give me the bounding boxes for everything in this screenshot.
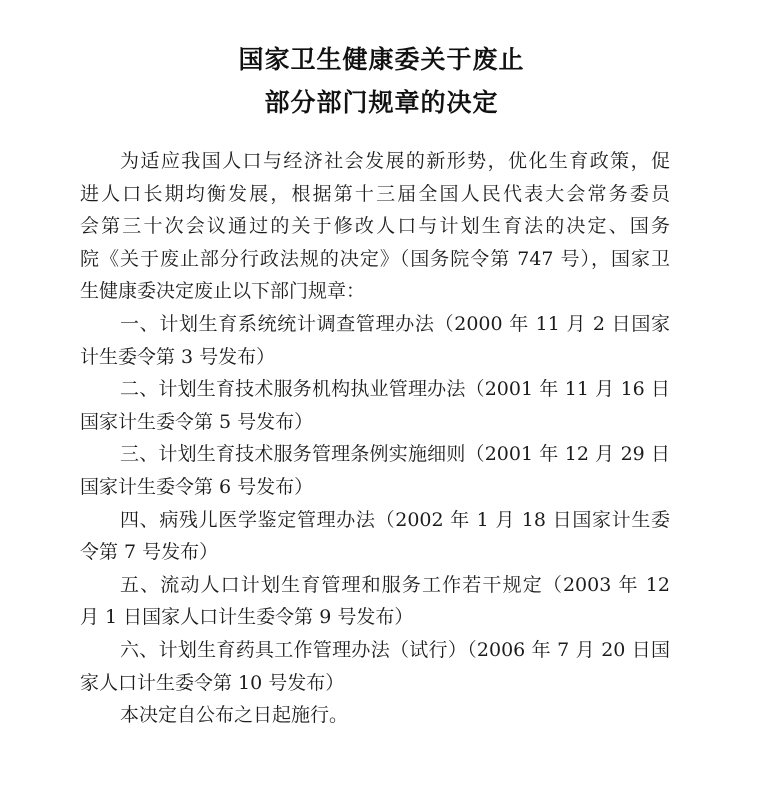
body-line: 二、计划生育技术服务机构执业管理办法（2001 年 11 月 16 日 — [120, 378, 670, 401]
body-line: 家人口计生委令第 10 号发布） — [80, 671, 345, 694]
body-line: 月 1 日国家人口计生委令第 9 号发布） — [80, 606, 414, 629]
document-title-line-1: 国家卫生健康委关于废止 — [238, 45, 525, 74]
body-line: 六、计划生育药具工作管理办法（试行）（2006 年 7 月 20 日国 — [120, 638, 670, 661]
body-line: 会第三十次会议通过的关于修改人口与计划生育法的决定、国务 — [80, 215, 670, 238]
body-line: 令第 7 号发布） — [80, 541, 219, 564]
body-line: 计生委令第 3 号发布） — [80, 345, 276, 368]
body-line: 院《关于废止部分行政法规的决定》（国务院令第 747 号），国家卫 — [80, 247, 670, 270]
body-line: 三、计划生育技术服务管理条例实施细则（2001 年 12 月 29 日 — [120, 443, 670, 466]
body-line: 五、流动人口计划生育管理和服务工作若干规定（2003 年 12 — [120, 573, 670, 596]
body-line: 为适应我国人口与经济社会发展的新形势，优化生育政策，促 — [120, 150, 670, 172]
body-line: 四、病残儿医学鉴定管理办法（2002 年 1 月 18 日国家计生委 — [120, 508, 670, 531]
body-line: 一、计划生育系统统计调查管理办法（2000 年 11 月 2 日国家 — [120, 312, 670, 335]
document-title-line-2: 部分部门规章的决定 — [264, 88, 499, 117]
body-line: 国家计生委令第 6 号发布） — [80, 475, 314, 498]
body-line: 本决定自公布之日起施行。 — [120, 704, 349, 727]
body-line: 国家计生委令第 5 号发布） — [80, 410, 314, 433]
document-body — [80, 145, 670, 732]
body-line: 进人口长期均衡发展，根据第十三届全国人民代表大会常务委员 — [80, 182, 670, 205]
body-line: 生健康委决定废止以下部门规章： — [80, 280, 366, 303]
